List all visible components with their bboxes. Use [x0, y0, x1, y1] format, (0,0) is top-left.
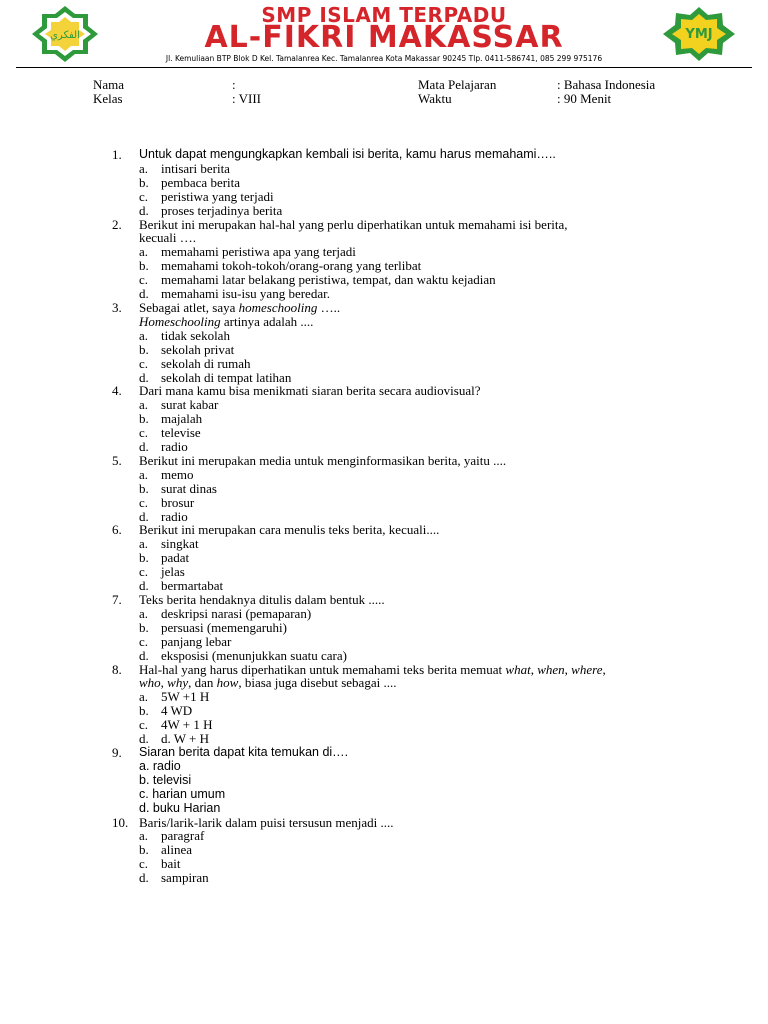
option-letter: b. [139, 480, 149, 496]
option-letter: c. [139, 564, 149, 580]
question-number: 3. [112, 299, 122, 315]
option-letter: b. [139, 174, 149, 190]
option-text: jelas [161, 564, 185, 580]
header-divider [16, 67, 752, 68]
option-letter: c. [139, 188, 149, 204]
question-7 [112, 593, 672, 663]
option-text: televise [161, 425, 201, 441]
option-text: sekolah di rumah [161, 355, 251, 371]
option-text: singkat [161, 536, 199, 552]
option-letter: a. [139, 605, 149, 621]
option-text: deskripsi narasi (pemaparan) [161, 605, 312, 621]
option-letter: d. [139, 369, 149, 385]
question-text: , dan [188, 675, 217, 691]
question-number: 9. [112, 744, 122, 760]
option-text: sampiran [161, 870, 209, 886]
option-text: memo [161, 466, 194, 482]
option-letter: a. [139, 828, 149, 844]
option-letter: c. [139, 633, 149, 649]
option-text: memahami tokoh-tokoh/orang-orang yang terlibat [161, 258, 422, 274]
option-text: paragraf [161, 828, 205, 844]
option-text: 5W +1 H [161, 689, 210, 705]
question-text-continued: kecuali …. [139, 230, 197, 246]
option-letter: d. [139, 439, 149, 455]
question-number: 1. [112, 147, 122, 162]
kelas-value: : VIII [232, 91, 262, 106]
option-text: memahami latar belakang peristiwa, tempat, dan waktu kejadian [161, 272, 496, 288]
option-text: sekolah privat [161, 341, 235, 357]
kelas-label: Kelas [93, 91, 123, 106]
question-term: Homeschooling [139, 313, 221, 329]
question-term: when [537, 661, 565, 677]
question-text: Hal-hal yang harus diperhatikan untuk memahami teks berita memuat [139, 661, 506, 677]
question-text: Teks berita hendaknya ditulis dalam bentuk ..... [139, 592, 385, 607]
option-text: majalah [161, 411, 203, 427]
letterhead [0, 0, 768, 70]
nama-value: : [232, 77, 236, 92]
option-text: padat [161, 550, 190, 566]
question-number: 6. [112, 522, 122, 538]
question-list [112, 148, 672, 885]
option-text: surat dinas [161, 480, 217, 496]
foundation-logo-icon [661, 6, 737, 62]
question-9 [112, 746, 672, 816]
question-text: Berikut ini merupakan cara menulis teks berita, kecuali.... [139, 522, 440, 538]
svg-text:الفكري: الفكري [50, 30, 80, 41]
question-text: Berikut ini merupakan media untuk menginformasikan berita, yaitu .... [139, 452, 507, 468]
question-number: 7. [112, 592, 122, 607]
option-letter: d. [139, 286, 149, 302]
option-text: panjang lebar [161, 633, 232, 649]
option-text: persuasi (memengaruhi) [161, 619, 287, 635]
option-letter: a. [139, 689, 149, 705]
question-number: 8. [112, 661, 122, 677]
option-text: b. televisi [139, 772, 192, 787]
question-text: Untuk dapat mengungkapkan kembali isi berita, kamu harus memahami….. [139, 147, 556, 161]
question-text: , biasa juga disebut sebagai .... [238, 675, 397, 691]
question-1 [112, 148, 672, 218]
option-letter: d. [139, 731, 149, 747]
option-letter: a. [139, 244, 149, 260]
option-letter: b. [139, 411, 149, 427]
option-text: memahami peristiwa apa yang terjadi [161, 244, 356, 260]
question-number: 2. [112, 216, 122, 232]
question-number: 5. [112, 452, 122, 468]
option-text: d. W + H [161, 731, 210, 747]
option-text: brosur [161, 494, 195, 510]
option-letter: b. [139, 842, 149, 858]
option-letter: d. [139, 508, 149, 524]
option-text: 4W + 1 H [161, 717, 213, 733]
school-address: Jl. Kemuliaan BTP Blok D Kel. Tamalanrea Kec. Tamalanrea Kota Makassar 90245 Tlp. 0411-586741, 085 299 975176 [165, 54, 603, 63]
question-2 [112, 218, 672, 301]
question-5 [112, 454, 672, 524]
question-4 [112, 384, 672, 454]
option-letter: b. [139, 258, 149, 274]
question-10 [112, 816, 672, 886]
option-text: radio [161, 508, 188, 524]
option-letter: a. [139, 466, 149, 482]
option-letter: c. [139, 425, 149, 441]
option-text: intisari berita [161, 160, 230, 176]
option-text: proses terjadinya berita [161, 202, 283, 218]
option-letter: c. [139, 355, 149, 371]
question-term: who [139, 675, 161, 691]
nama-label: Nama [93, 77, 125, 92]
option-text: sekolah di tempat latihan [161, 369, 292, 385]
option-text: bermartabat [161, 578, 224, 594]
option-text: surat kabar [161, 397, 219, 413]
question-text: , [564, 661, 572, 677]
option-letter: a. [139, 397, 149, 413]
question-text: Baris/larik-larik dalam puisi tersusun menjadi .... [139, 814, 394, 830]
question-number: 10. [112, 814, 129, 830]
option-text: a. radio [139, 758, 181, 773]
option-letter: b. [139, 703, 149, 719]
question-text: ….. [317, 299, 341, 315]
option-text: alinea [161, 842, 193, 858]
option-letter: c. [139, 272, 149, 288]
option-letter: b. [139, 550, 149, 566]
option-letter: c. [139, 856, 149, 872]
option-letter: a. [139, 327, 149, 343]
option-text: tidak sekolah [161, 327, 230, 343]
option-letter: c. [139, 494, 149, 510]
school-subtitle: SMP ISLAM TERPADU [261, 3, 507, 27]
question-text: Siaran berita dapat kita temukan di…. [139, 744, 349, 759]
question-8 [112, 663, 672, 746]
question-term: how [216, 675, 239, 691]
option-text: d. buku Harian [139, 800, 221, 815]
question-term: where [571, 661, 603, 677]
option-text: bait [161, 856, 181, 872]
question-text: Sebagai atlet, saya [139, 299, 239, 315]
option-letter: d. [139, 870, 149, 886]
question-text: , [602, 661, 606, 677]
question-text: artinya adalah .... [220, 313, 314, 329]
option-text: peristiwa yang terjadi [161, 188, 274, 204]
option-letter: b. [139, 341, 149, 357]
option-text: radio [161, 439, 188, 455]
waktu-label: Waktu [418, 91, 452, 106]
option-letter: d. [139, 202, 149, 218]
svg-text:YMJ: YMJ [685, 27, 713, 42]
option-letter: a. [139, 536, 149, 552]
question-term: why [167, 675, 189, 691]
question-term: what [505, 661, 531, 677]
question-3 [112, 301, 672, 384]
question-number: 4. [112, 383, 122, 399]
question-text: , [160, 675, 168, 691]
option-text: memahami isu-isu yang beredar. [161, 286, 330, 302]
option-letter: d. [139, 578, 149, 594]
option-letter: d. [139, 647, 149, 663]
question-text: , [530, 661, 538, 677]
option-text: eksposisi (menunjukkan suatu cara) [161, 647, 347, 663]
question-text: Dari mana kamu bisa menikmati siaran berita secara audiovisual? [139, 383, 481, 399]
school-title: AL-FIKRI MAKASSAR [204, 20, 564, 55]
question-term: homeschooling [238, 299, 318, 315]
waktu-value: : 90 Menit [557, 91, 612, 106]
option-letter: b. [139, 619, 149, 635]
mapel-label: Mata Pelajaran [418, 77, 497, 92]
question-text: Berikut ini merupakan hal-hal yang perlu diperhatikan untuk memahami isi berita, [139, 216, 568, 232]
question-6 [112, 523, 672, 593]
mapel-value: : Bahasa Indonesia [557, 77, 656, 92]
option-text: 4 WD [161, 703, 193, 719]
option-letter: c. [139, 717, 149, 733]
option-text: c. harian umum [139, 786, 226, 801]
option-text: pembaca berita [161, 174, 241, 190]
option-letter: a. [139, 160, 149, 176]
